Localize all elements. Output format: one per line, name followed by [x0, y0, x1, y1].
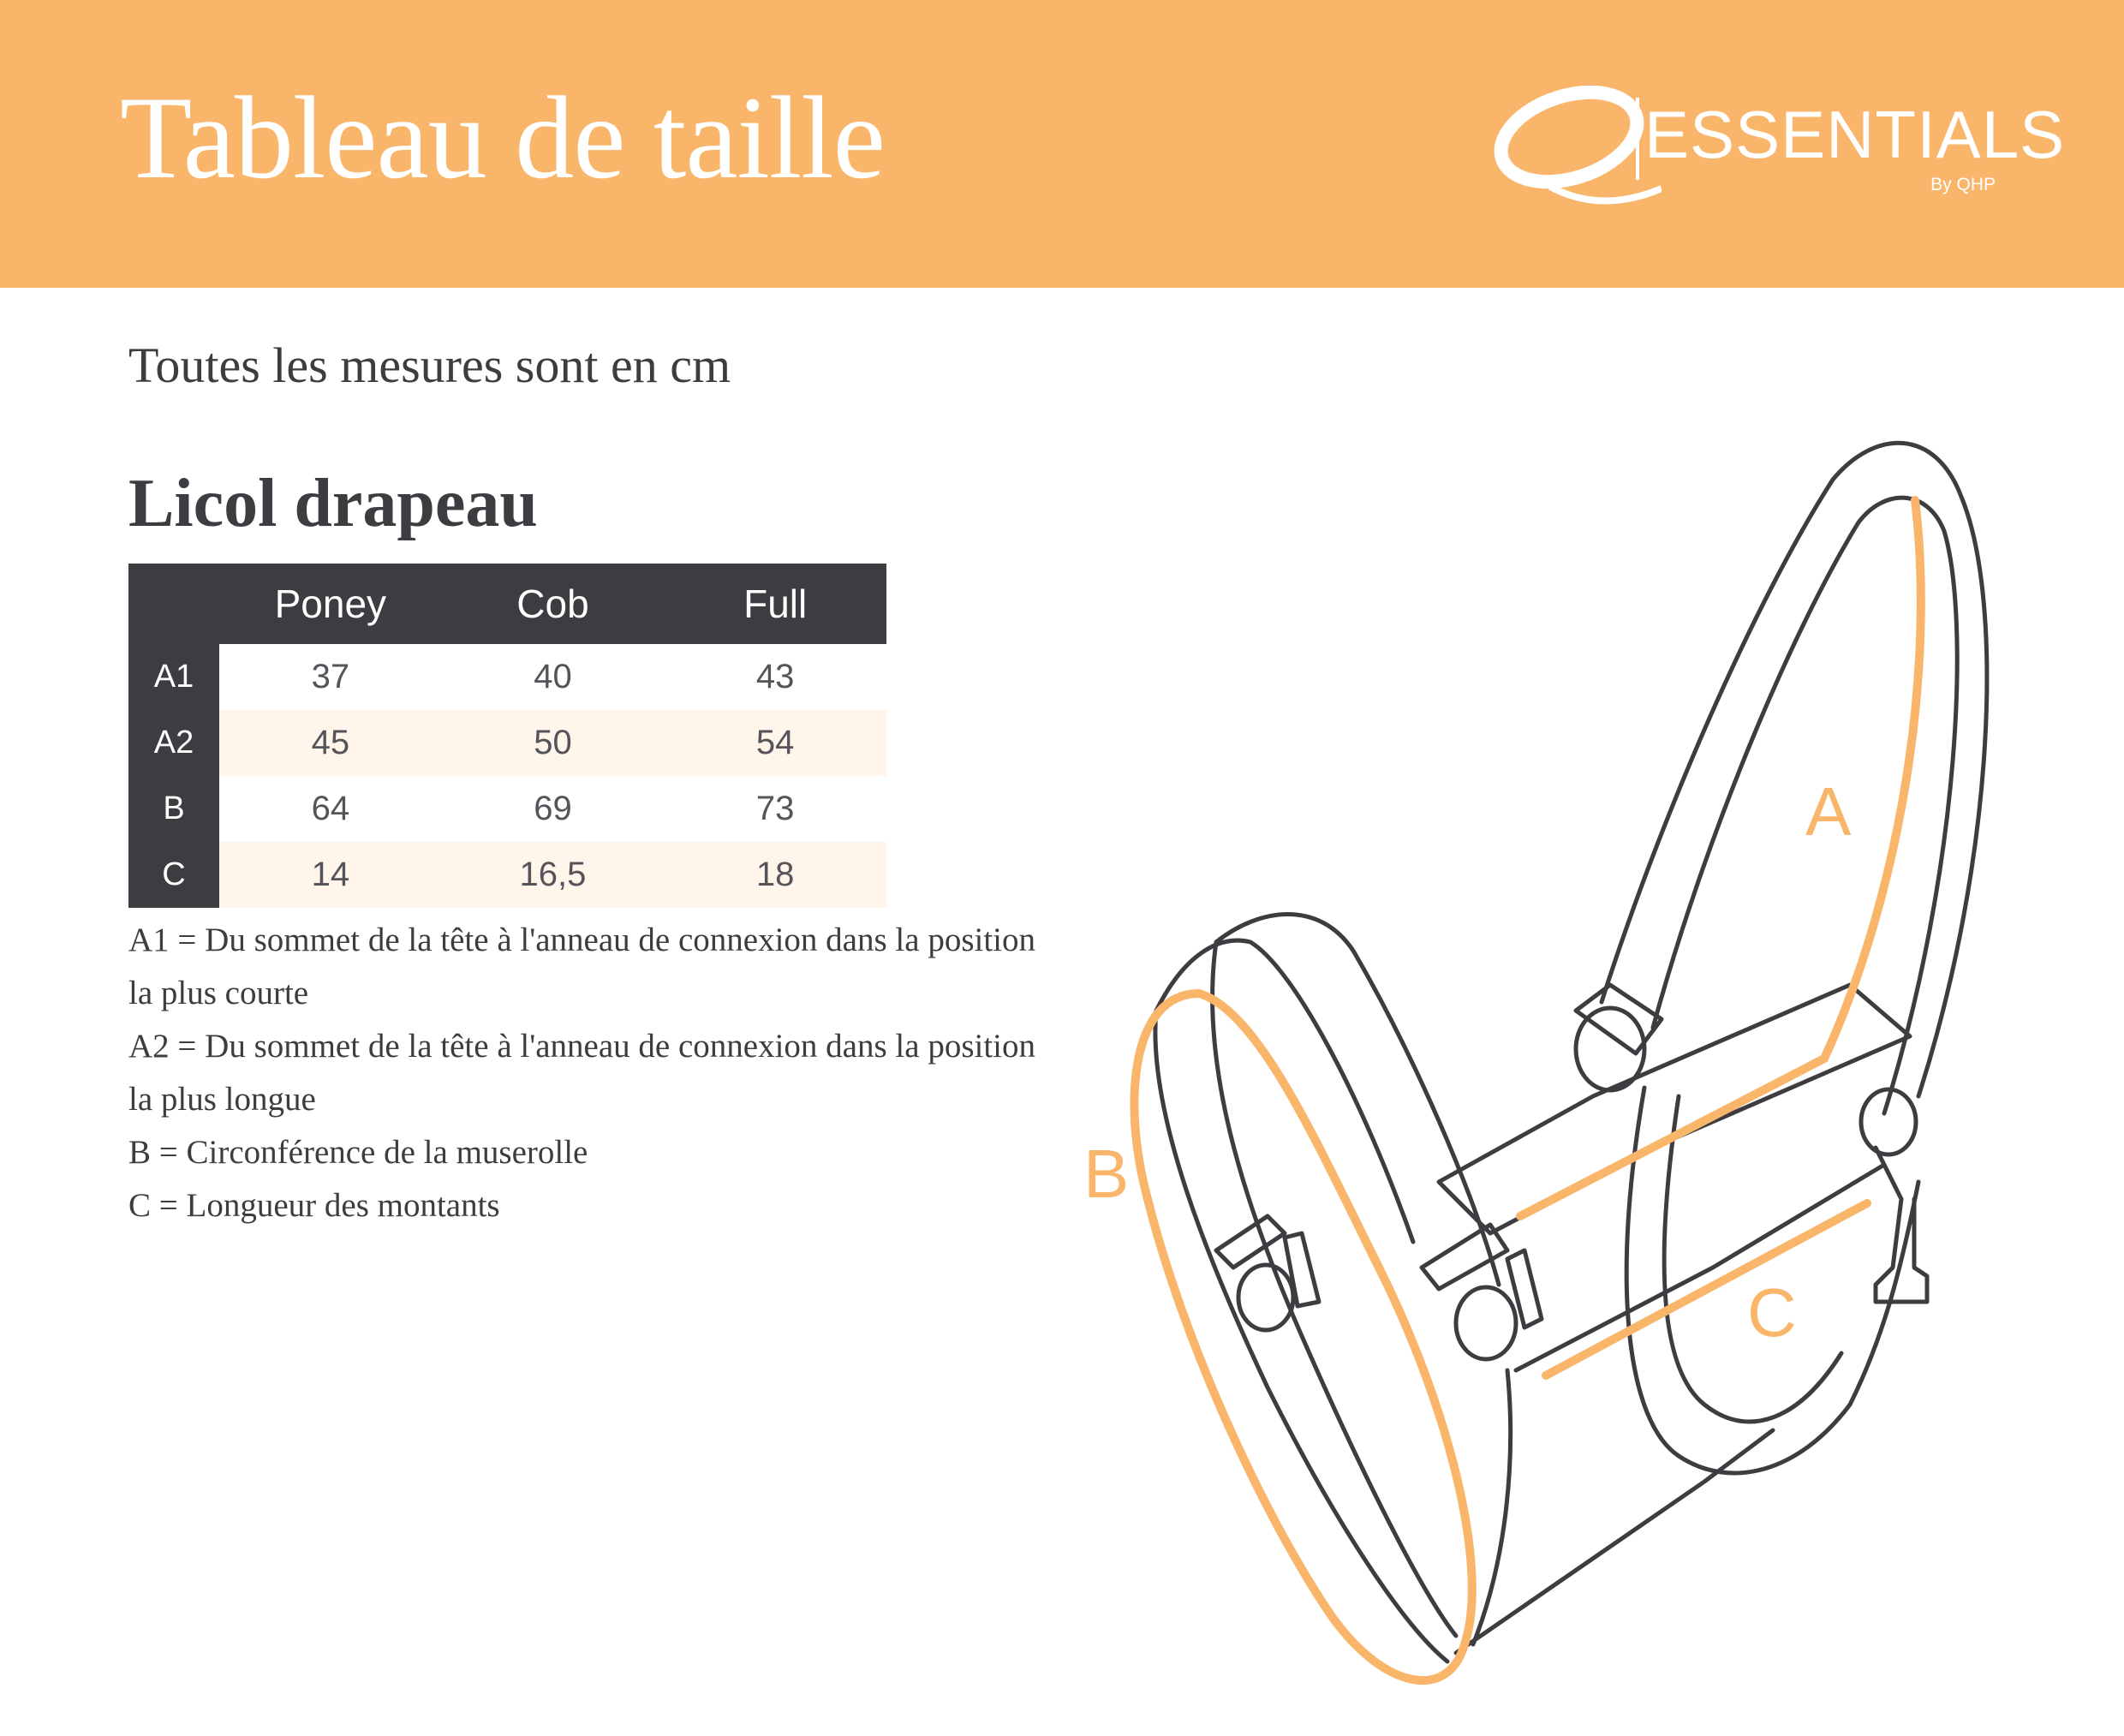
logo-byline: By QHP	[1930, 175, 1996, 194]
header-cell: Poney	[219, 564, 442, 644]
table-cell: 14	[219, 842, 442, 908]
table-cell: 18	[664, 842, 886, 908]
table-cell: 40	[442, 644, 665, 710]
q-logo-icon	[1490, 86, 1662, 214]
table-cell: 43	[664, 644, 886, 710]
brand-logo	[1490, 86, 2066, 214]
buckle-mid	[1422, 1225, 1507, 1289]
row-label: A1	[128, 644, 219, 710]
header-cell: Full	[664, 564, 886, 644]
size-table	[128, 564, 886, 908]
row-label: A2	[128, 710, 219, 776]
throat-strap-inner	[1664, 1096, 1841, 1422]
row-label: B	[128, 776, 219, 842]
label-b: B	[1083, 1136, 1130, 1212]
table-cell: 54	[664, 710, 886, 776]
buckle-mid-2	[1507, 1250, 1542, 1327]
label-c: C	[1747, 1274, 1797, 1351]
note-a1: A1 = Du sommet de la tête à l'anneau de connexion dans la position la plus courte	[128, 922, 1035, 1011]
table-cell: 64	[219, 776, 442, 842]
header-cell: Cob	[442, 564, 665, 644]
units-note: Toutes les mesures sont en cm	[128, 337, 731, 393]
header-banner	[0, 0, 2124, 288]
ring-mid	[1456, 1287, 1516, 1359]
halter-outline	[1155, 443, 1987, 1661]
table-cell: 50	[442, 710, 665, 776]
note-b: B = Circonférence de la muserolle	[128, 1134, 588, 1171]
table-row	[128, 842, 886, 908]
lower-bar	[1516, 1165, 1884, 1370]
buckle-crown	[1576, 985, 1662, 1053]
row-label: C	[128, 842, 219, 908]
buckle-left	[1216, 1216, 1285, 1268]
note-c: C = Longueur des montants	[128, 1187, 500, 1224]
noseband-front-inner	[1213, 942, 1456, 1636]
measure-c-line	[1546, 1203, 1867, 1375]
snap-hook	[1876, 1148, 1927, 1302]
table-row	[128, 710, 886, 776]
table-cell: 37	[219, 644, 442, 710]
halter-diagram	[1062, 437, 2038, 1704]
chin-strap	[1473, 1370, 1511, 1644]
product-title: Licol drapeau	[128, 466, 538, 541]
table-cell: 45	[219, 710, 442, 776]
table-row	[128, 776, 886, 842]
buckle-left-2	[1285, 1233, 1319, 1306]
label-a: A	[1805, 773, 1852, 850]
table-cell: 73	[664, 776, 886, 842]
table-cell: 16,5	[442, 842, 665, 908]
logo-wordmark: ESSENTIALS	[1644, 97, 2066, 172]
table-cell: 69	[442, 776, 665, 842]
header-cell	[128, 564, 219, 644]
table-row	[128, 644, 886, 710]
note-a2: A2 = Du sommet de la tête à l'anneau de connexion dans la position la plus longue	[128, 1028, 1035, 1118]
measure-lines	[1134, 500, 1920, 1680]
measurement-notes	[128, 914, 1036, 1232]
measure-a-line	[1520, 500, 1921, 1216]
page-title: Tableau de taille	[120, 72, 885, 203]
table-header-row	[128, 564, 886, 644]
